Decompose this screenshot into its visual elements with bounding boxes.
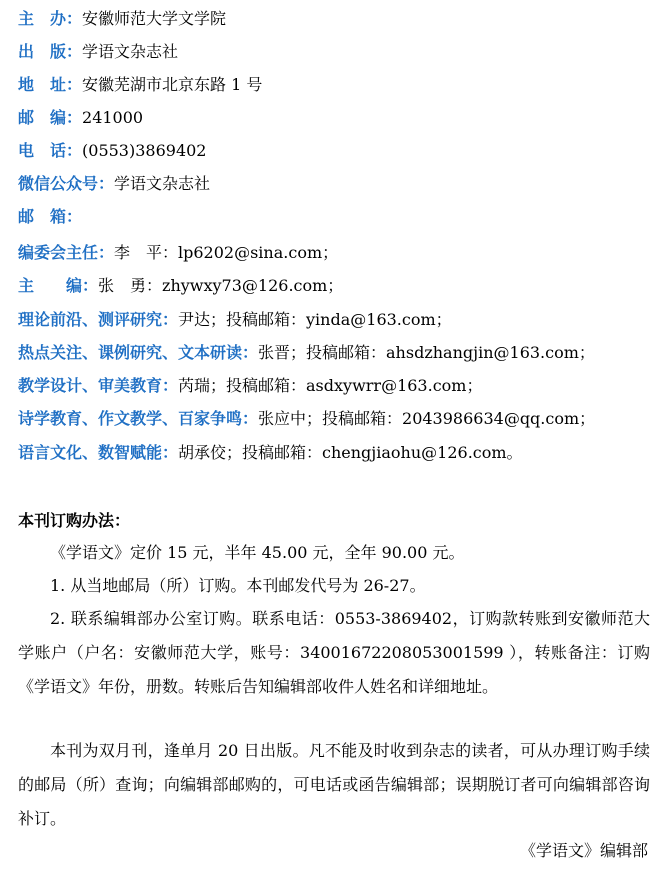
info-value: 张晋；投稿邮箱：ahsdzhangjin@163.com；	[258, 343, 595, 362]
info-value: (0553)3869402	[82, 141, 207, 160]
info-value: 安徽芜湖市北京东路 1 号	[82, 75, 263, 94]
info-label: 主 编：	[18, 276, 99, 295]
info-label: 邮 编：	[18, 108, 83, 127]
info-line-section-design	[18, 369, 482, 402]
info-line-email	[18, 200, 82, 233]
info-line-committee-director	[18, 236, 338, 269]
info-value: 张 勇：zhywxy73@126.com；	[98, 276, 344, 295]
info-label: 地 址：	[18, 75, 83, 94]
subscription-notice-paragraph: 本刊为双月刊，逢单月 20 日出版。凡不能及时收到杂志的读者，可从办理订购手续的邮局（所）查询；向编辑部邮购的，可电话或函告编辑部；误期脱订者可向编辑部咨询补订。	[18, 741, 650, 828]
info-label: 理论前沿、测评研究：	[18, 310, 179, 329]
info-label: 电 话：	[18, 141, 83, 160]
subscription-title: 本刊订购办法：	[18, 511, 131, 530]
info-label: 诗学教育、作文教学、百家争鸣：	[18, 409, 259, 428]
info-label: 微信公众号：	[18, 174, 115, 193]
info-label: 热点关注、课例研究、文本研读：	[18, 343, 259, 362]
info-label: 出 版：	[18, 42, 83, 61]
info-label: 主 办：	[18, 9, 83, 28]
info-line-chief-editor	[18, 269, 343, 302]
info-line-section-theory	[18, 303, 452, 336]
editorial-signature: 《学语文》编辑部	[519, 841, 648, 860]
info-value: 241000	[82, 108, 144, 127]
subscription-method-2: 2. 联系编辑部办公室订购。联系电话：0553-3869402，订购款转账到安徽师范大学账户（户名：安徽师范大学，账号：34001672208053001599 ），转账备注：订购《学语文》年份，册数。转账后告知编辑部收件人姓名和详细地址。	[18, 609, 650, 696]
info-value: 学语文杂志社	[82, 42, 179, 61]
info-label: 编委会主任：	[18, 243, 115, 262]
info-value: 李 平：lp6202@sina.com；	[114, 243, 339, 262]
info-value: 芮瑞；投稿邮箱：asdxywrr@163.com；	[178, 376, 483, 395]
info-line-section-language	[18, 436, 523, 469]
info-line-section-hotspot	[18, 336, 595, 369]
info-line-sponsor	[18, 2, 226, 35]
info-value: 尹达；投稿邮箱：yinda@163.com；	[178, 310, 452, 329]
info-value: 胡承佼；投稿邮箱：chengjiaohu@126.com。	[178, 443, 523, 462]
info-value: 学语文杂志社	[114, 174, 211, 193]
subscription-price-paragraph: 《学语文》定价 15 元，半年 45.00 元，全年 90.00 元。	[50, 543, 465, 562]
info-value: 张应中；投稿邮箱：2043986634@qq.com；	[258, 409, 596, 428]
info-line-phone	[18, 134, 206, 167]
info-value: 安徽师范大学文学院	[82, 9, 227, 28]
info-line-postcode	[18, 101, 143, 134]
info-label: 语言文化、数智赋能：	[18, 443, 179, 462]
info-line-section-poetics	[18, 402, 595, 435]
info-line-wechat	[18, 167, 210, 200]
info-label: 邮 箱：	[18, 207, 83, 226]
info-label: 教学设计、审美教育：	[18, 376, 179, 395]
info-line-address	[18, 68, 262, 101]
subscription-method-1: 1. 从当地邮局（所）订购。本刊邮发代号为 26-27。	[50, 576, 426, 595]
info-line-publisher	[18, 35, 178, 68]
